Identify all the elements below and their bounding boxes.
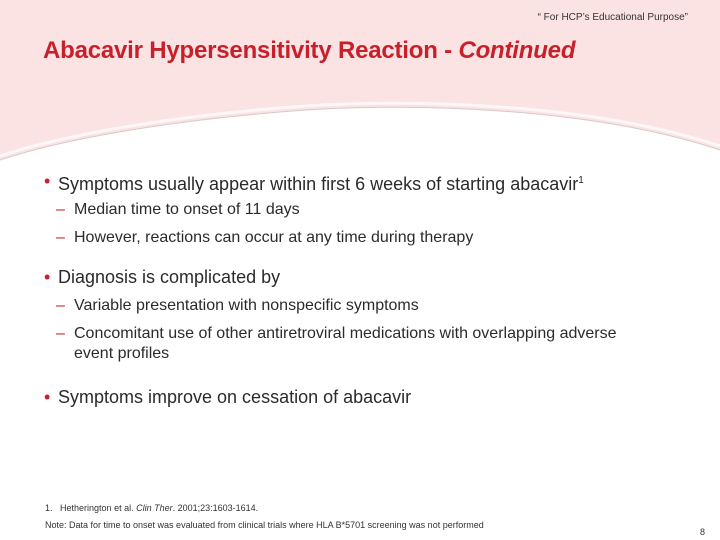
bullet-mark: •: [44, 387, 51, 407]
bullet-onset: [44, 170, 584, 195]
sub-bullet-variable: [44, 296, 419, 316]
sub-bullet-text: However, reactions can occur at any time during therapy: [74, 229, 474, 246]
reference-marker: 1: [578, 175, 584, 186]
sub-bullet-text: Concomitant use of other antiretroviral medications with overlapping adverse event profiles: [74, 325, 617, 362]
disclaimer: “ For HCP’s Educational Purpose”: [537, 12, 688, 23]
bullet-text: Symptoms usually appear within first 6 weeks of starting abacavir: [58, 174, 579, 194]
sub-bullet-anytime: [44, 228, 473, 248]
sub-bullet-text: Variable presentation with nonspecific symptoms: [74, 297, 419, 314]
sub-bullet-text: Median time to onset of 11 days: [74, 201, 300, 218]
page-number: 8: [699, 527, 705, 537]
title-emphasis: Continued: [458, 37, 576, 64]
footnote-number: 1.: [45, 503, 53, 513]
page-title: [43, 37, 575, 65]
footnote-journal: Clin Ther: [136, 503, 173, 513]
dash-mark: –: [56, 297, 65, 314]
bullet-text: Symptoms improve on cessation of abacavir: [58, 387, 412, 407]
bullet-diagnosis: [44, 266, 280, 288]
footnote-reference: [45, 503, 258, 513]
sub-bullet-concomitant: [44, 324, 656, 364]
bullet-mark: •: [44, 171, 51, 191]
header-band: [0, 0, 720, 185]
bullet-mark: •: [44, 267, 51, 287]
bullet-text: Diagnosis is complicated by: [58, 267, 281, 287]
dash-mark: –: [56, 201, 65, 218]
footnote-authors: Hetherington et al.: [60, 503, 137, 513]
dash-mark: –: [56, 325, 65, 342]
footnote-note: Note: Data for time to onset was evaluated from clinical trials where HLA B*5701 screening was not performed: [45, 520, 484, 530]
sub-bullet-median: [44, 200, 300, 220]
bullet-cessation: [44, 386, 411, 408]
title-main: Abacavir Hypersensitivity Reaction -: [43, 37, 459, 64]
footnote-rest: . 2001;23:1603-1614.: [172, 503, 259, 513]
dash-mark: –: [56, 229, 65, 246]
